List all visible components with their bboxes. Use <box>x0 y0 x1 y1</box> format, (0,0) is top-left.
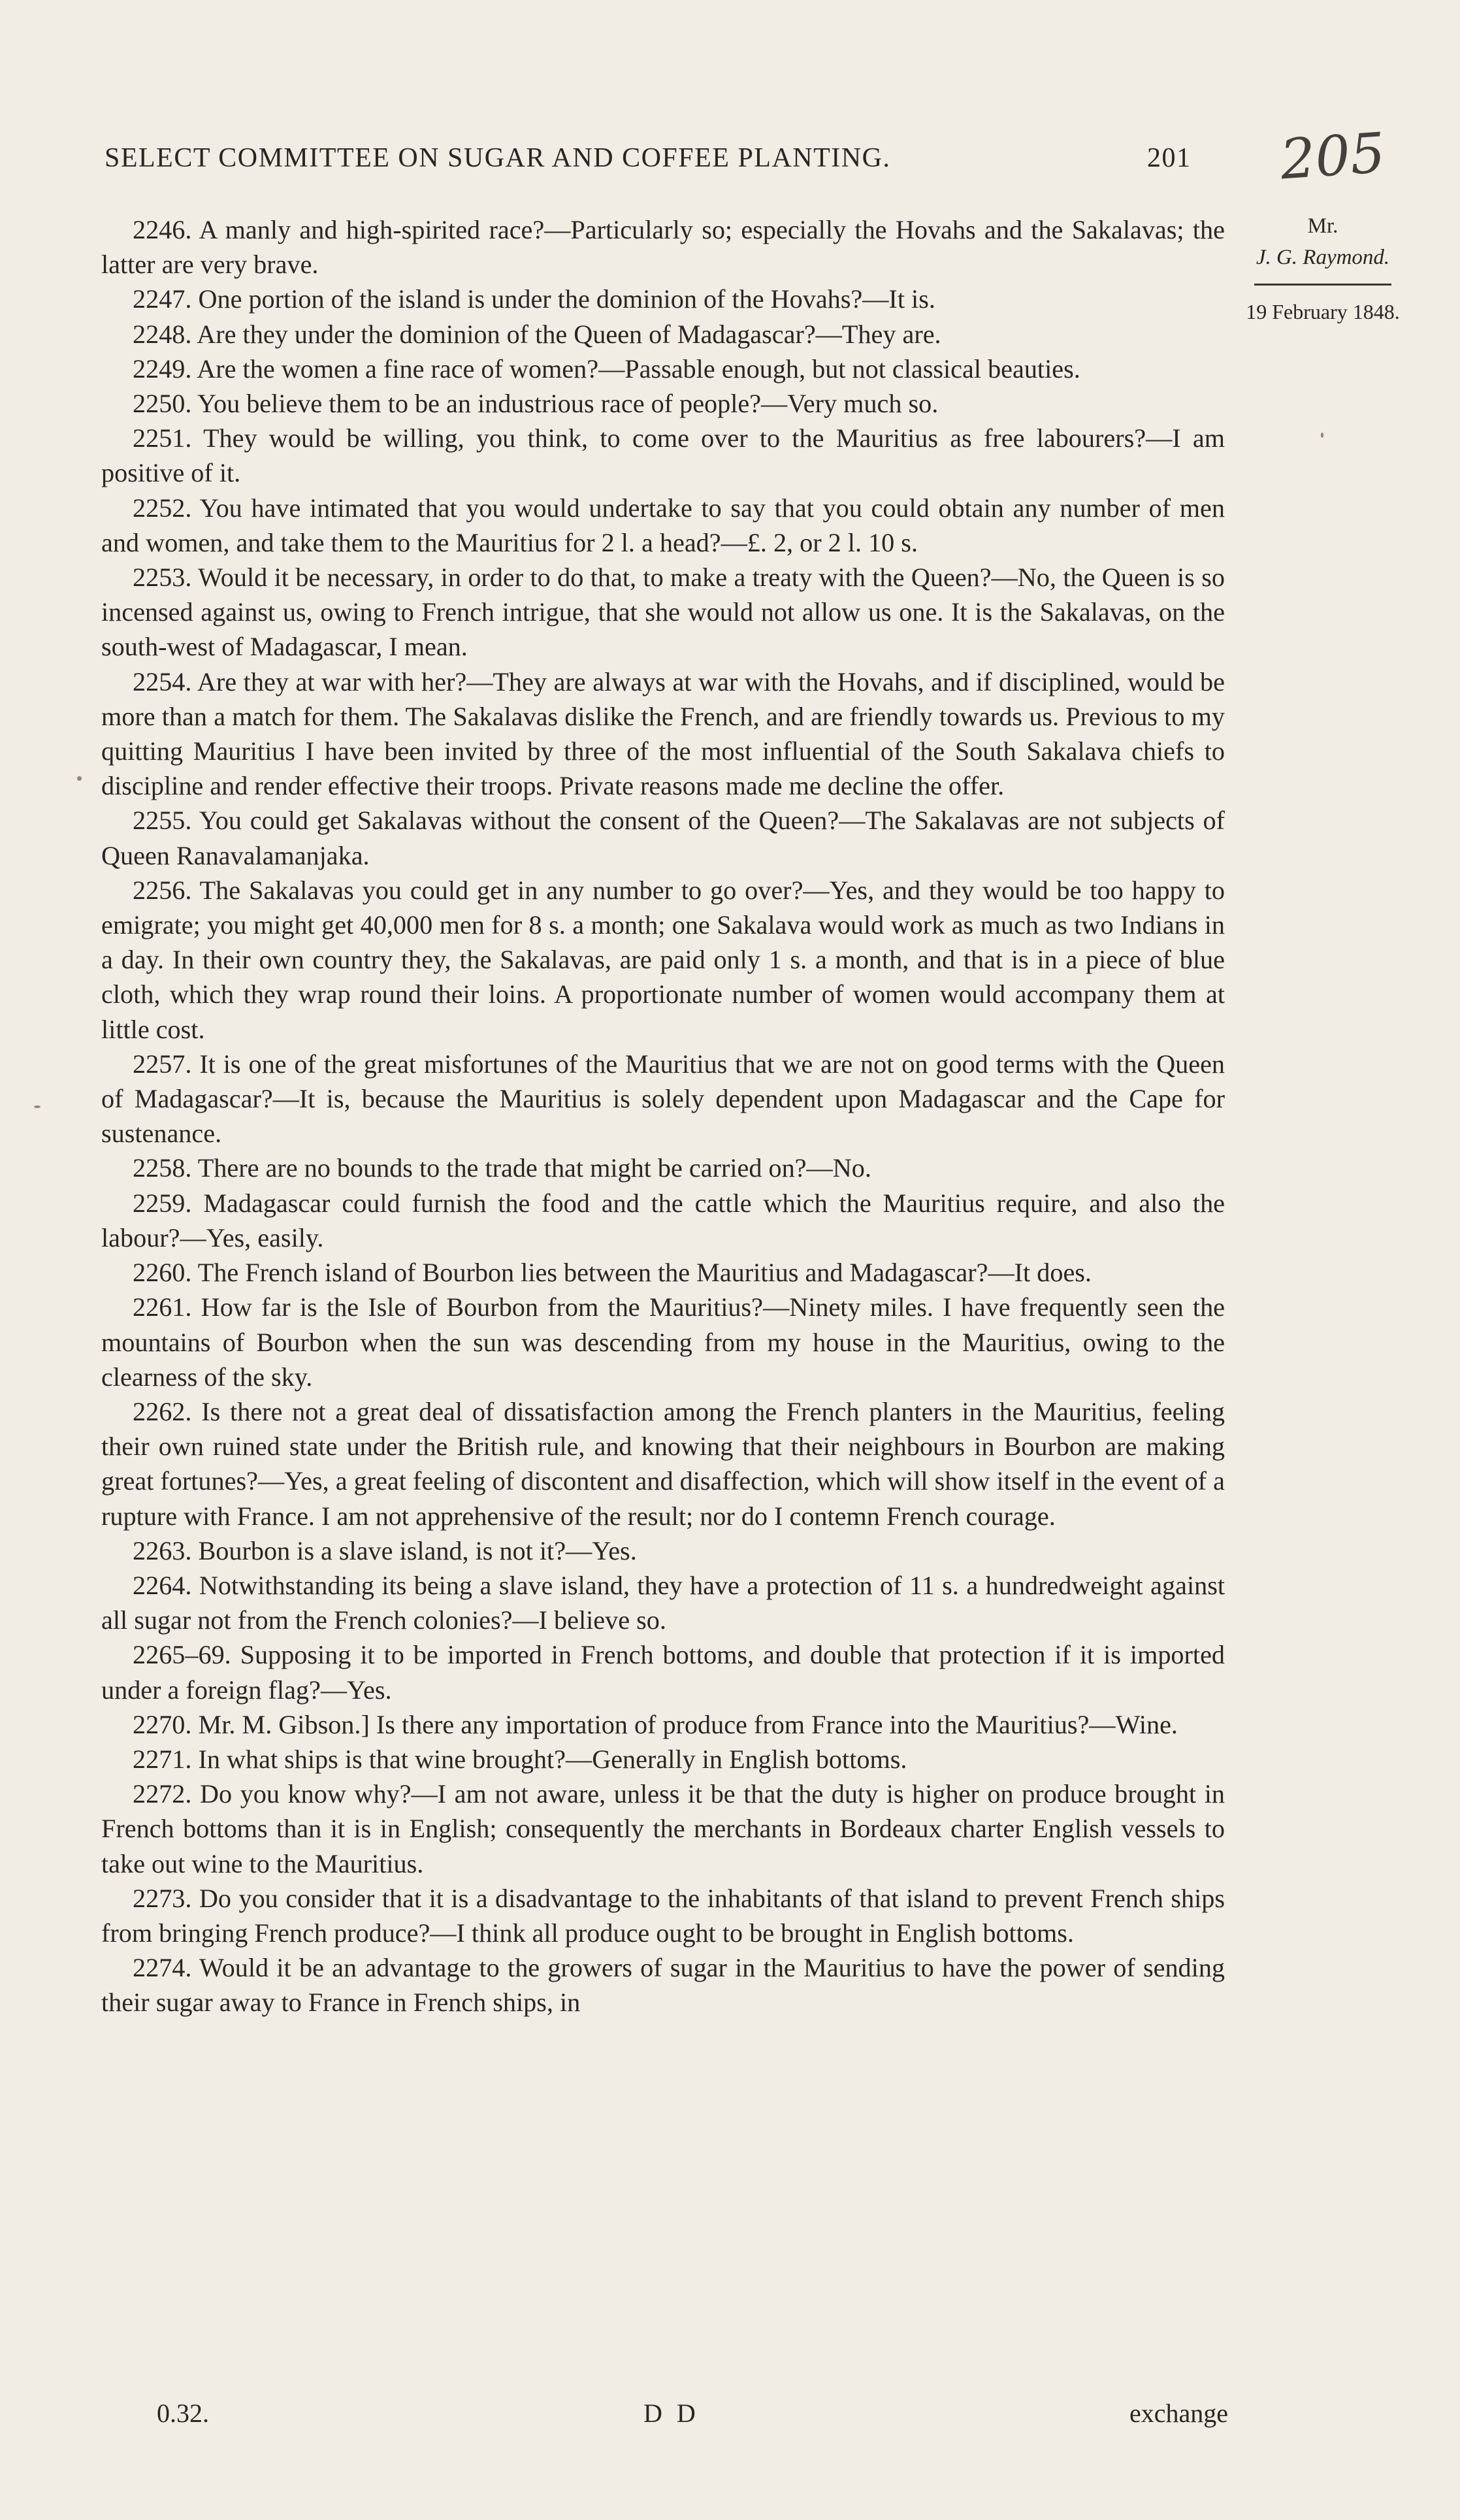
question-answer-text: Would it be necessary, in order to do that, to make a treaty with the Queen?—No, the Queen is so incensed against us, owing to French intrigue, that she would not allow us one. It is the Sakalavas, on the south-west of Madagascar, I mean. <box>101 563 1225 662</box>
question-answer-text: Are they under the dominion of the Queen of Madagascar?—They are. <box>197 319 941 349</box>
question-number: 2249. <box>133 353 192 384</box>
question-number: 2260. <box>133 1258 192 1288</box>
question-answer-text: They would be willing, you think, to come over to the Mauritius as free labourers?—I am positive of it. <box>101 423 1225 488</box>
question-number: 2258. <box>133 1153 192 1183</box>
testimony-paragraph <box>101 1707 1225 1742</box>
testimony-paragraph <box>101 1637 1225 1707</box>
testimony-paragraph <box>101 421 1225 490</box>
sidenote-witness-name: J. G. Raymond. <box>1256 246 1390 269</box>
testimony-paragraph <box>101 1742 1225 1776</box>
question-number: 2247. <box>133 284 192 314</box>
question-answer-text: Are the women a fine race of women?—Passable enough, but not classical beauties. <box>197 353 1080 384</box>
testimony-paragraph <box>101 1776 1225 1881</box>
question-answer-text: One portion of the island is under the dominion of the Hovahs?—It is. <box>198 284 935 314</box>
question-answer-text: Bourbon is a slave island, is not it?—Yes. <box>198 1535 637 1565</box>
witness-sidenote <box>1228 210 1418 327</box>
question-answer-text: The French island of Bourbon lies between the Mauritius and Madagascar?—It does. <box>197 1258 1092 1288</box>
question-answer-text: Mr. M. Gibson.] Is there any importation of produce from France into the Mauritius?—Wine. <box>198 1709 1178 1739</box>
testimony-paragraph <box>101 873 1225 1047</box>
question-answer-text: You have intimated that you would undertake to say that you could obtain any number of men and women, and take them to the Mauritius for 2 l. a head?—£. 2, or 2 l. 10 s. <box>101 493 1225 557</box>
question-answer-text: The Sakalavas you could get in any number to go over?—Yes, and they would be too happy to emigrate; you might get 40,000 men for 8 s. a month; one Sakalava would work as much as two Indians in a day. In their own country they, the Sakalavas, are paid only 1 s. a month, and that is in a piece of blue cloth, which they wrap round their loins. A proportionate number of women would accompany them at little cost. <box>101 875 1225 1044</box>
printer-signature: 0.32. <box>157 2398 209 2428</box>
paper-speck <box>77 776 82 781</box>
testimony-paragraph <box>101 491 1225 560</box>
testimony-paragraph <box>101 1047 1225 1151</box>
question-number: 2272. <box>133 1779 192 1809</box>
testimony-paragraph <box>101 282 1225 316</box>
question-answer-text: Notwithstanding its being a slave island, they have a protection of 11 s. a hundredweight against all sugar not from the French colonies?—I believe so. <box>101 1570 1225 1635</box>
testimony-paragraph <box>101 1290 1225 1394</box>
question-number: 2253. <box>133 563 192 593</box>
testimony-paragraph <box>101 1950 1225 2020</box>
testimony-paragraph <box>101 1186 1225 1255</box>
testimony-paragraph <box>101 664 1225 804</box>
question-number: 2248. <box>133 319 192 349</box>
handwritten-folio-number: 205 <box>1278 120 1387 192</box>
question-answer-text: You believe them to be an industrious race of people?—Very much so. <box>197 389 939 419</box>
question-answer-text: Supposing it to be imported in French bottoms, and double that protection if it is imported under a foreign flag?—Yes. <box>101 1640 1225 1705</box>
sidenote-rule <box>1254 284 1391 286</box>
testimony-paragraph <box>101 352 1225 386</box>
question-number: 2271. <box>133 1744 192 1774</box>
question-answer-text: It is one of the great misfortunes of the Mauritius that we are not on good terms with the Queen of Madagascar?—It is, because the Mauritius is solely dependent upon Madagascar and the Cape for sustenance. <box>101 1049 1225 1149</box>
paper-speck <box>1321 433 1323 438</box>
testimony-paragraph <box>101 1151 1225 1185</box>
testimony-paragraph <box>101 386 1225 421</box>
question-number: 2250. <box>133 389 192 419</box>
signature-mark: D D <box>643 2398 700 2428</box>
testimony-body <box>101 212 1225 2020</box>
testimony-paragraph <box>101 1255 1225 1290</box>
testimony-paragraph <box>101 1394 1225 1533</box>
testimony-paragraph <box>101 803 1225 872</box>
question-number: 2274. <box>133 1953 192 1983</box>
question-number: 2257. <box>133 1049 192 1079</box>
question-number: 2263. <box>133 1535 192 1565</box>
question-number: 2251. <box>133 423 192 453</box>
page-number: 201 <box>1147 143 1192 173</box>
question-answer-text: Do you consider that it is a disadvantage to the inhabitants of that island to prevent French ships from bringing French produce?—I think all produce ought to be brought in English bottoms. <box>101 1883 1225 1948</box>
question-number: 2254. <box>133 666 192 696</box>
paper-speck <box>34 1105 41 1108</box>
sidenote-title: Mr. <box>1307 214 1338 238</box>
question-number: 2265–69. <box>133 1640 231 1670</box>
question-answer-text: There are no bounds to the trade that might be carried on?—No. <box>197 1153 871 1183</box>
testimony-paragraph <box>101 212 1225 282</box>
question-number: 2262. <box>133 1396 192 1426</box>
question-number: 2264. <box>133 1570 192 1600</box>
testimony-paragraph <box>101 317 1225 352</box>
question-answer-text: How far is the Isle of Bourbon from the Mauritius?—Ninety miles. I have frequently seen the mountains of Bourbon when the sun was descending from my house in the Mauritius, owing to the clearness of the sky. <box>101 1292 1225 1392</box>
question-answer-text: Do you know why?—I am not aware, unless it be that the duty is higher on produce brought in French bottoms than it is in English; consequently the merchants in Bordeaux charter English vessels to take out wine to the Mauritius. <box>101 1779 1225 1878</box>
testimony-paragraph <box>101 1881 1225 1950</box>
question-number: 2273. <box>133 1883 192 1913</box>
question-number: 2259. <box>133 1188 192 1218</box>
testimony-paragraph <box>101 560 1225 664</box>
question-number: 2252. <box>133 493 192 523</box>
question-number: 2270. <box>133 1709 192 1739</box>
question-number: 2246. <box>133 215 192 244</box>
question-answer-text: Are they at war with her?—They are always at war with the Hovahs, and if disciplined, would be more than a match for them. The Sakalavas dislike the French, and are friendly towards us. Previous to my quitting Mauritius I have been invited by three of the most influential of the South Sakalava chiefs to discipline and render effective their troops. Private reasons made me decline the offer. <box>101 666 1225 801</box>
question-answer-text: You could get Sakalavas without the consent of the Queen?—The Sakalavas are not subjects of Queen Ranavalamanjaka. <box>101 806 1225 870</box>
question-answer-text: Is there not a great deal of dissatisfaction among the French planters in the Mauritius, feeling their own ruined state under the British rule, and knowing that their neighbours in Bourbon are making great fortunes?—Yes, a great feeling of discontent and disaffection, which will show itself in the event of a rupture with France. I am not apprehensive of the result; nor do I contemn French courage. <box>101 1396 1225 1531</box>
sidenote-date: 19 February 1848. <box>1246 300 1400 323</box>
running-head <box>105 142 1228 174</box>
catchword: exchange <box>1129 2398 1228 2428</box>
question-answer-text: Madagascar could furnish the food and the cattle which the Mauritius require, and also the labour?—Yes, easily. <box>101 1188 1225 1252</box>
question-answer-text: In what ships is that wine brought?—Generally in English bottoms. <box>198 1744 907 1774</box>
question-answer-text: A manly and high-spirited race?—Particularly so; especially the Hovahs and the Sakalavas; the latter are very brave. <box>101 215 1225 280</box>
question-number: 2255. <box>133 806 192 836</box>
testimony-paragraph <box>101 1568 1225 1637</box>
question-number: 2256. <box>133 875 192 905</box>
testimony-paragraph <box>101 1533 1225 1568</box>
question-number: 2261. <box>133 1292 192 1322</box>
page-title: SELECT COMMITTEE ON SUGAR AND COFFEE PLANTING. <box>105 143 891 173</box>
question-answer-text: Would it be an advantage to the growers of sugar in the Mauritius to have the power of sending their sugar away to France in French ships, in <box>101 1953 1225 2018</box>
